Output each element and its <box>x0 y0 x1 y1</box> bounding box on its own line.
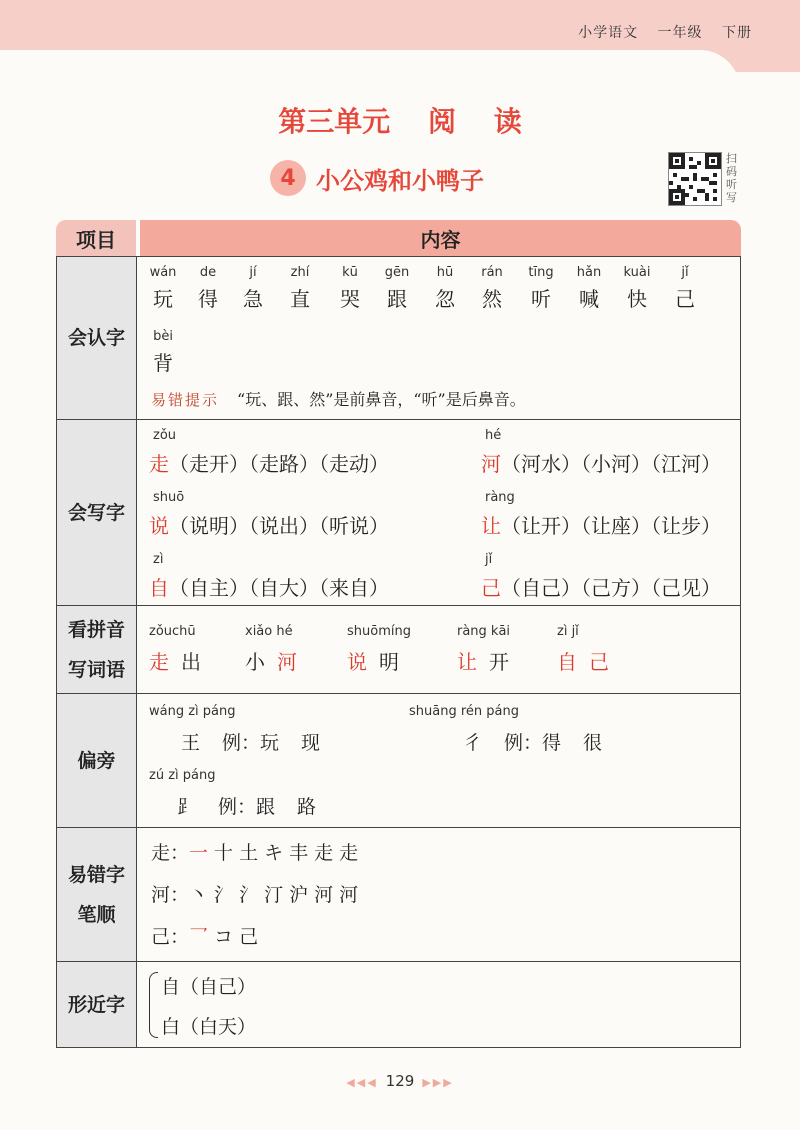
stroke-step: 河 <box>339 884 359 906</box>
pinyin-word <box>245 624 309 675</box>
qr-code-icon[interactable] <box>668 152 722 206</box>
hanzi: 然 <box>482 287 502 311</box>
recognize-char <box>617 265 657 312</box>
error-tip-text: “玩、跟、然”是前鼻音，“听”是后鼻音。 <box>237 390 526 409</box>
hanzi: 哭 <box>340 287 360 311</box>
hanzi: 急 <box>243 287 263 311</box>
pinyin: jí <box>249 265 257 280</box>
write-word <box>149 490 389 539</box>
row-label-line2: 写词语 <box>67 658 125 681</box>
pinyin: rán <box>481 265 503 280</box>
pinyin: gēn <box>384 265 410 280</box>
pinyin-words-content <box>137 606 740 693</box>
row-label-line1: 易错字 <box>67 863 125 886</box>
unit-title-part2: 阅 <box>427 105 456 138</box>
page-number: 129 <box>385 1072 415 1090</box>
hanzi-1: 小 <box>245 650 277 674</box>
recognize-char <box>569 265 609 312</box>
hanzi: 背 <box>153 351 173 375</box>
hanzi: 听 <box>531 287 551 311</box>
pinyin: hū <box>436 265 454 280</box>
row-label-recognize: 会认字 <box>57 257 137 419</box>
write-char: 说 <box>149 514 169 538</box>
pinyin-word <box>149 624 213 675</box>
stroke-step: 丶 <box>189 884 209 906</box>
stroke-step: 沪 <box>289 884 309 906</box>
stroke-sequence: 己：乛 コ 己 <box>151 926 259 948</box>
row-label-similar-chars: 形近字 <box>57 962 137 1047</box>
write-words: （说明）（说出）（听说） <box>169 514 389 538</box>
radical-example-2: 现 <box>301 732 321 754</box>
row-recognize <box>56 256 741 420</box>
recognize-char <box>143 329 183 376</box>
pinyin: xiǎo hé <box>245 624 293 639</box>
row-radicals <box>56 694 741 828</box>
radical-example-text: 例：得 <box>504 732 562 754</box>
radical-example-2: 路 <box>297 796 317 818</box>
similar-item: 白（白天） <box>161 1016 257 1038</box>
hanzi-1: 让 <box>457 650 489 674</box>
stroke-step: 走 <box>339 842 359 864</box>
stroke-step: 氵 <box>239 884 259 906</box>
table-header <box>56 220 741 256</box>
row-label-line1: 看拼音 <box>67 618 125 641</box>
write-words: （河水）（小河）（江河） <box>501 452 721 476</box>
pinyin: zǒu <box>153 428 177 443</box>
top-decor-curve <box>0 50 740 90</box>
radical-char: ⻊ <box>177 796 197 818</box>
page-footer <box>0 1072 800 1090</box>
pinyin-word <box>347 624 411 675</box>
write-char: 让 <box>481 514 501 538</box>
hanzi-2: 河 <box>277 650 309 674</box>
write-word <box>481 490 721 539</box>
hanzi: 跟 <box>387 287 407 311</box>
row-label-pinyin-words <box>57 606 137 693</box>
radical-example-text: 例：玩 <box>222 732 280 754</box>
row-pinyin-words <box>56 606 741 694</box>
hanzi-1: 自 <box>557 650 589 674</box>
stroke-step: 汀 <box>264 884 284 906</box>
row-label-line2: 笔顺 <box>77 903 116 926</box>
unit-title <box>0 100 800 140</box>
recognize-char <box>521 265 561 312</box>
pinyin: tīng <box>528 265 554 280</box>
unit-title-part3: 读 <box>493 105 522 138</box>
recognize-char <box>280 265 320 312</box>
pinyin: de <box>199 265 217 280</box>
recognize-char <box>425 265 465 312</box>
stroke-step: 己 <box>239 926 259 948</box>
error-tip-tag: 易错提示 <box>151 391 220 409</box>
stroke-sequence: 走：一 十 土 キ 丰 走 走 <box>151 842 359 864</box>
pinyin: kū <box>342 265 358 280</box>
header-item: 项目 <box>56 220 136 256</box>
arrow-left-icon: ◀◀◀ <box>346 1076 378 1089</box>
row-stroke-order <box>56 828 741 962</box>
write-words: （自主）（自大）（来自） <box>169 576 389 600</box>
similar-item: 自（自己） <box>161 976 257 998</box>
hanzi-1: 说 <box>347 650 379 674</box>
hanzi: 忽 <box>435 287 455 311</box>
stroke-step: コ <box>214 926 234 948</box>
write-word <box>149 428 389 477</box>
hanzi-1: 走 <box>149 650 181 674</box>
recognize-char <box>188 265 228 312</box>
write-char: 走 <box>149 452 169 476</box>
header-grade: 一年级 <box>657 25 703 41</box>
stroke-step: 十 <box>214 842 234 864</box>
recognize-char <box>377 265 417 312</box>
pinyin: jǐ <box>485 552 493 567</box>
pinyin: hé <box>485 428 502 443</box>
radical-example-text: 例：跟 <box>218 796 276 818</box>
pinyin: shuō <box>153 490 185 505</box>
pinyin: zì <box>153 552 164 567</box>
hanzi: 己 <box>675 287 695 311</box>
error-tip <box>151 387 526 410</box>
stroke-content <box>137 828 740 961</box>
header-content: 内容 <box>140 220 741 256</box>
hanzi: 喊 <box>579 287 599 311</box>
hanzi: 快 <box>627 287 647 311</box>
radical-pinyin: wáng zì páng <box>149 704 236 719</box>
recognize-char <box>233 265 273 312</box>
hanzi: 直 <box>290 287 310 311</box>
radical-pinyin: zú zì páng <box>149 768 216 783</box>
pinyin-word <box>557 624 621 675</box>
pinyin: zì jǐ <box>557 624 579 639</box>
hanzi-2: 开 <box>489 650 521 674</box>
radical-example-2: 很 <box>583 732 603 754</box>
book-header <box>564 22 752 42</box>
radical-pinyin: shuāng rén páng <box>409 704 519 719</box>
pinyin: ràng <box>485 490 515 505</box>
write-word <box>481 552 721 601</box>
write-word <box>481 428 721 477</box>
radical-char: 彳 <box>463 732 483 754</box>
pinyin: hǎn <box>576 265 602 280</box>
row-similar-chars <box>56 962 741 1048</box>
stroke-sequence: 河：丶 氵 氵 汀 沪 河 河 <box>151 884 359 906</box>
radicals-content <box>137 694 740 827</box>
lesson-number-badge: 4 <box>270 160 306 196</box>
hanzi-2: 出 <box>181 650 213 674</box>
stroke-step: 丰 <box>289 842 309 864</box>
row-label-write: 会写字 <box>57 420 137 605</box>
recognize-char <box>472 265 512 312</box>
hanzi-2: 明 <box>379 650 411 674</box>
write-word <box>149 552 389 601</box>
stroke-step: キ <box>264 842 284 864</box>
stroke-step: 一 <box>189 842 209 864</box>
stroke-step: 氵 <box>214 884 234 906</box>
pinyin: shuōmíng <box>347 624 411 639</box>
write-words: （走开）（走路）（走动） <box>169 452 389 476</box>
brace-icon <box>149 972 158 1038</box>
stroke-char: 己 <box>151 926 171 948</box>
radical-char: 王 <box>181 732 201 754</box>
arrow-right-icon: ▶▶▶ <box>422 1076 454 1089</box>
qr-label: 扫码听写 <box>726 152 737 204</box>
stroke-char: 走 <box>151 842 171 864</box>
recognize-content <box>137 257 740 419</box>
row-label-stroke-order <box>57 828 137 961</box>
lesson-heading <box>270 160 484 196</box>
similar-content <box>137 962 740 1047</box>
header-volume: 下册 <box>722 25 752 41</box>
pinyin: bèi <box>153 329 173 344</box>
pinyin: jǐ <box>681 265 689 280</box>
pinyin: zhí <box>290 265 310 280</box>
hanzi: 玩 <box>153 287 173 311</box>
pinyin-word <box>457 624 521 675</box>
pinyin: wán <box>149 265 177 280</box>
recognize-char <box>665 265 705 312</box>
write-words: （自己）（己方）（己见） <box>501 576 721 600</box>
row-write <box>56 420 741 606</box>
stroke-step: 乛 <box>189 926 209 948</box>
radical-example <box>181 728 342 755</box>
pinyin: zǒuchū <box>149 624 196 639</box>
header-subject: 小学语文 <box>578 25 639 41</box>
stroke-char: 河 <box>151 884 171 906</box>
hanzi-2: 己 <box>589 650 621 674</box>
recognize-char <box>330 265 370 312</box>
write-char: 自 <box>149 576 169 600</box>
recognize-char <box>143 265 183 312</box>
stroke-step: 土 <box>239 842 259 864</box>
stroke-step: 河 <box>314 884 334 906</box>
hanzi: 得 <box>198 287 218 311</box>
lesson-title: 小公鸡和小鸭子 <box>316 166 484 195</box>
pinyin: kuài <box>623 265 651 280</box>
write-words: （让开）（让座）（让步） <box>501 514 721 538</box>
summary-table <box>56 220 741 1048</box>
radical-example <box>463 728 624 755</box>
pinyin: ràng kāi <box>457 624 511 639</box>
row-label-radicals: 偏旁 <box>57 694 137 827</box>
write-content <box>137 420 740 605</box>
radical-example <box>177 792 338 819</box>
write-char: 河 <box>481 452 501 476</box>
write-char: 己 <box>481 576 501 600</box>
unit-title-part1: 第三单元 <box>278 105 391 138</box>
stroke-step: 走 <box>314 842 334 864</box>
